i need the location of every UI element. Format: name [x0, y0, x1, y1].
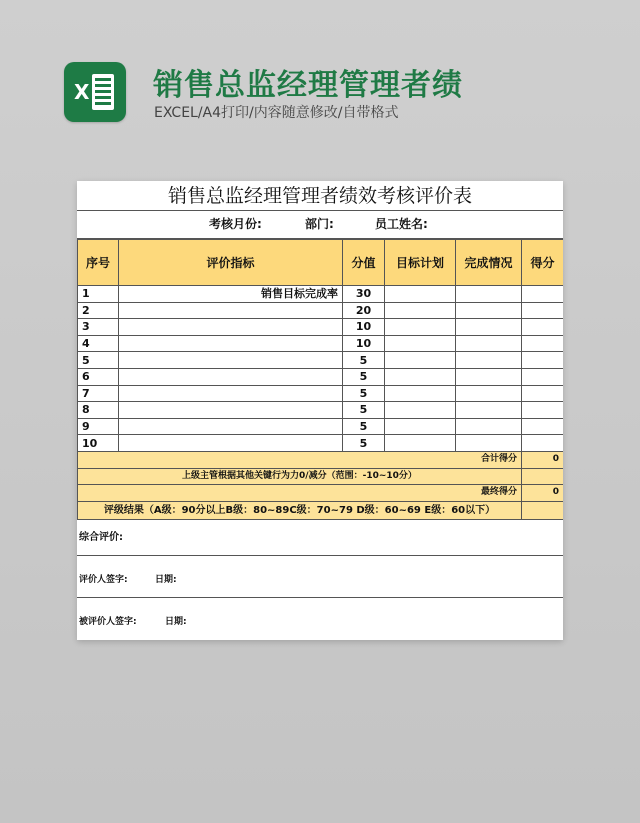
- sheet-title: 销售总监经理管理者绩效考核评价表: [77, 181, 563, 211]
- banner-subtitle: EXCEL/A4打印/内容随意修改/自带格式: [154, 105, 399, 121]
- row-result: [522, 352, 564, 369]
- row-target: [385, 319, 456, 336]
- row-no: 4: [78, 335, 119, 352]
- final-value: 0: [522, 485, 564, 502]
- row-no: 10: [78, 435, 119, 452]
- row-score: 5: [343, 418, 385, 435]
- evaluator-label: 评价人签字:: [79, 575, 128, 585]
- row-indicator: [119, 435, 343, 452]
- banner-title: 销售总监经理管理者绩: [153, 68, 463, 103]
- employee-label: 员工姓名:: [375, 217, 428, 231]
- row-indicator: [119, 335, 343, 352]
- row-completion: [456, 335, 522, 352]
- total-value: 0: [522, 451, 564, 468]
- banner: [0, 0, 640, 180]
- excel-icon-letter: X: [74, 80, 90, 104]
- table-row: [78, 418, 564, 435]
- evaluator-block: [77, 556, 563, 598]
- row-target: [385, 368, 456, 385]
- adjust-row: [78, 468, 564, 485]
- table-row: [78, 335, 564, 352]
- overall-label: 综合评价:: [79, 532, 123, 543]
- row-result: [522, 286, 564, 303]
- row-no: 6: [78, 368, 119, 385]
- meta-row: [77, 211, 563, 239]
- overall-block: [77, 514, 563, 556]
- row-completion: [456, 352, 522, 369]
- excel-icon: [64, 62, 126, 122]
- header-completion: 完成情况: [456, 240, 522, 286]
- row-indicator: [119, 368, 343, 385]
- row-score: 5: [343, 402, 385, 419]
- table-row: [78, 352, 564, 369]
- table-row: [78, 385, 564, 402]
- row-result: [522, 319, 564, 336]
- row-target: [385, 302, 456, 319]
- row-result: [522, 435, 564, 452]
- row-no: 5: [78, 352, 119, 369]
- total-label: 合计得分: [78, 451, 522, 468]
- month-label: 考核月份:: [209, 217, 262, 231]
- header-score: 分值: [343, 240, 385, 286]
- table-row: [78, 286, 564, 303]
- row-target: [385, 335, 456, 352]
- dept-label: 部门:: [305, 217, 334, 231]
- grade-text: 评级结果（A级：90分以上B级：80~89C级：70~79 D级：60~69 E级：60以下）: [78, 501, 522, 519]
- row-no: 2: [78, 302, 119, 319]
- row-target: [385, 435, 456, 452]
- total-row: [78, 451, 564, 468]
- row-completion: [456, 319, 522, 336]
- evaluation-table: [77, 239, 563, 520]
- header-indicator: 评价指标: [119, 240, 343, 286]
- row-result: [522, 368, 564, 385]
- row-indicator: [119, 385, 343, 402]
- row-completion: [456, 385, 522, 402]
- row-indicator: [119, 352, 343, 369]
- table-row: [78, 302, 564, 319]
- row-indicator: 销售目标完成率: [119, 286, 343, 303]
- row-indicator: [119, 319, 343, 336]
- table-row: [78, 368, 564, 385]
- row-no: 3: [78, 319, 119, 336]
- row-result: [522, 335, 564, 352]
- row-indicator: [119, 418, 343, 435]
- row-score: 5: [343, 385, 385, 402]
- row-score: 20: [343, 302, 385, 319]
- row-no: 1: [78, 286, 119, 303]
- spreadsheet-preview: [77, 181, 563, 640]
- row-completion: [456, 402, 522, 419]
- table-header-row: [78, 240, 564, 286]
- row-result: [522, 302, 564, 319]
- row-target: [385, 385, 456, 402]
- header-target: 目标计划: [385, 240, 456, 286]
- evaluatee-label: 被评价人签字:: [79, 617, 137, 627]
- adjust-label: 上级主管根据其他关键行为力0/减分（范围：-10~10分）: [78, 468, 522, 485]
- header-result: 得分: [522, 240, 564, 286]
- row-result: [522, 385, 564, 402]
- final-label: 最终得分: [78, 485, 522, 502]
- row-completion: [456, 418, 522, 435]
- row-target: [385, 402, 456, 419]
- row-no: 9: [78, 418, 119, 435]
- evaluatee-date-label: 日期:: [165, 617, 187, 627]
- row-no: 7: [78, 385, 119, 402]
- row-score: 10: [343, 319, 385, 336]
- adjust-value: [522, 468, 564, 485]
- row-score: 5: [343, 352, 385, 369]
- row-completion: [456, 368, 522, 385]
- evaluator-date-label: 日期:: [155, 575, 177, 585]
- row-completion: [456, 302, 522, 319]
- row-completion: [456, 435, 522, 452]
- row-score: 5: [343, 368, 385, 385]
- row-score: 5: [343, 435, 385, 452]
- row-target: [385, 352, 456, 369]
- table-row: [78, 319, 564, 336]
- row-target: [385, 286, 456, 303]
- row-no: 8: [78, 402, 119, 419]
- row-target: [385, 418, 456, 435]
- row-score: 10: [343, 335, 385, 352]
- row-result: [522, 418, 564, 435]
- row-score: 30: [343, 286, 385, 303]
- table-row: [78, 435, 564, 452]
- evaluatee-block: [77, 598, 563, 640]
- row-indicator: [119, 402, 343, 419]
- row-indicator: [119, 302, 343, 319]
- row-completion: [456, 286, 522, 303]
- final-row: [78, 485, 564, 502]
- row-result: [522, 402, 564, 419]
- header-no: 序号: [78, 240, 119, 286]
- table-row: [78, 402, 564, 419]
